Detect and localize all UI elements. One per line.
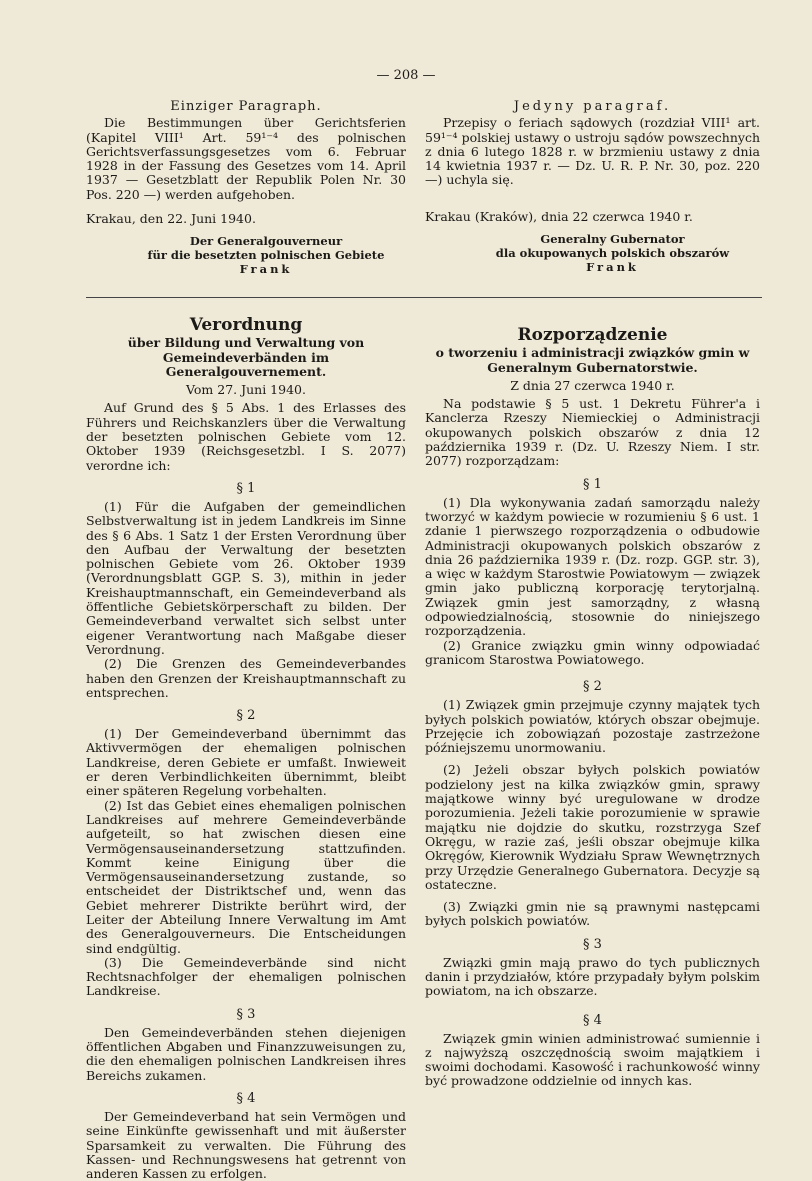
section-2-para-2-pl: (2) Jeżeli obszar byłych polskich powiatów podzielony jest na kilka związków gmin, sprawy majątkowe winny być uregulowane w drodze porozumienia. Jeżeli takie porozumienie w sprawie majątku nie dojdzie do skutku, rozstrzyga Szef Okręgu, w razie zaś, jeśli obszar obejmuje kilka Okręgów, Kierownik Wydziału Spraw Wewnętrznych przy Urzędzie Generalnego Gubernatora. Decyzje są ostateczne. (425, 762, 760, 892)
section-3-para-1-pl: Związki gmin mają prawo do tych publicznych danin i przydziałów, które przypadały byłym polskim powiatom, na ich obszarze. (425, 954, 760, 999)
page-number: — 208 — (376, 68, 436, 83)
ordinance-polish-column (425, 325, 760, 1089)
section-2-heading-pl: § 2 (583, 679, 602, 695)
signature-title-pl: Generalny Gubernator (540, 232, 685, 247)
section-2-para-1-pl: (1) Związek gmin przejmuje czynny majątek tych byłych polskich powiatów, których obszar obejmuje. Przejęcie ich zobowiązań pozostaje zastrzeżone późniejszemu unormowaniu. (425, 697, 760, 756)
top-polish-column (425, 100, 760, 274)
section-1-para-2-pl: (2) Granice związku gmin winny odpowiadać granicom Starostwa Powiatowego. (425, 637, 760, 667)
ordinance-subtitle-pl: o tworzeniu i administracji związków gmin w Generalnym Gubernatorstwie. (435, 345, 750, 375)
top-german-column (86, 100, 406, 276)
section-2-para-1-de: (1) Der Gemeindeverband übernimmt das Aktivvermögen der ehemaligen polnischen Landkreise, deren Gebiete er umfaßt. Inwieweit er deren Verbindlichkeiten übernimmt, bleibt einer späteren Regelung vorbehalten. (86, 726, 406, 799)
signature-title-de: Der Generalgouverneur (189, 234, 343, 249)
section-1-para-1-de: (1) Für die Aufgaben der gemeindlichen Selbstverwaltung ist in jedem Landkreis im Sinne des § 6 Abs. 1 Satz 1 der Ersten Verordnung über den Aufbau der Verwaltung der besetzten polnischen Gebiete vom 26. Oktober 1939 (Verordnungsblatt GGP. S. 3), mithin in jeder Kreishauptmannschaft, ein Gemeindeverband als öffentliche Gebietskörperschaft zu bilden. Der Gemeindeverband verwaltet sich selbst unter eigener Verantwortung nach Maßgabe dieser Verordnung. (86, 498, 406, 657)
paragraph-body-pl: Przepisy o feriach sądowych (rozdział VIII¹ art. 59¹⁻⁴ polskiej ustawy o ustroju sądów powszechnych z dnia 6 lutego 1828 r. w brzmieniu ustawy z dnia 14 kwietnia 1937 r. — Dz. U. R. P. Nr. 30, poz. 220 —) uchyla się. (425, 115, 760, 188)
section-3-heading-de: § 3 (236, 1006, 256, 1022)
section-3-heading-pl: § 3 (583, 936, 602, 952)
ordinance-german-column (86, 315, 406, 1181)
section-2-para-3-pl: (3) Związki gmin nie są prawnymi następcami byłych polskich powiatów. (425, 899, 760, 929)
section-1-para-1-pl: (1) Dla wykonywania zadań samorządu należy tworzyć w każdym powiecie w rozumieniu § 6 ust. 1 zdanie 1 pierwszego rozporządzenia o odbudowie Administracji okupowanych polskich obszarów z dnia 26 października 1939 r. (Dz. rozp. GGP. str. 3), a więc w każdym Starostwie Powiatowym — związek gmin jako publiczną korporację terytorjalną. Związek gmin jest samorządny, z własną odpowiedzialnością, stosownie do niniejszego rozporządzenia. (425, 494, 760, 639)
section-divider (86, 297, 762, 298)
section-4-para-1-de: Der Gemeindeverband hat sein Vermögen und seine Einkünfte gewissenhaft und mit äußerster Sparsamkeit zu verwalten. Die Führung des Kassen- und Rechnungswesens hat getrennt von anderen Kassen zu erfolgen. (86, 1108, 406, 1181)
ordinance-subtitle-de: über Bildung und Verwaltung von Gemeindeverbänden im Generalgouvernement. (127, 335, 365, 379)
section-1-para-2-de: (2) Die Grenzen des Gemeindeverbandes haben den Grenzen der Kreishauptmannschaft zu entsprechen. (86, 656, 406, 700)
section-4-para-1-pl: Związek gmin winien administrować sumiennie i z najwyższą oszczędnością swoim majątkiem i swoimi dochodami. Kasowość i rachunkowość winny być prowadzone oddzielnie od innych kas. (425, 1030, 760, 1089)
signature-subtitle-pl: dla okupowanych polskich obszarów (495, 246, 730, 261)
ordinance-date-pl: Z dnia 27 czerwca 1940 r. (510, 377, 675, 393)
section-1-heading-pl: § 1 (583, 476, 602, 492)
section-4-heading-de: § 4 (236, 1090, 256, 1106)
signature-subtitle-de: für die besetzten polnischen Gebiete (147, 248, 385, 263)
place-date-pl: Krakau (Kraków), dnia 22 czerwca 1940 r. (425, 208, 693, 224)
signature-name-pl: Frank (586, 260, 639, 275)
section-3-para-1-de: Den Gemeindeverbänden stehen diejenigen öffentlichen Abgaben und Finanzzuweisungen zu, die den ehemaligen polnischen Landkreisen ihres Bereichs zukamen. (86, 1024, 406, 1083)
signature-name-de: Frank (239, 262, 293, 277)
section-1-heading-de: § 1 (236, 480, 256, 496)
ordinance-title-de: Verordnung (189, 315, 303, 335)
paragraph-heading-pl: Jedyny paragraf. (513, 99, 672, 114)
paragraph-heading-de: Einziger Paragraph. (170, 99, 322, 114)
section-4-heading-pl: § 4 (583, 1012, 602, 1028)
section-2-heading-de: § 2 (236, 708, 256, 724)
preamble-de: Auf Grund des § 5 Abs. 1 des Erlasses des Führers und Reichskanzlers über die Verwaltung der besetzten polnischen Gebiete vom 12. Oktober 1939 (Reichsgesetzbl. I S. 2077) verordne ich: (86, 400, 406, 473)
section-2-para-2-de: (2) Ist das Gebiet eines ehemaligen polnischen Landkreises auf mehrere Gemeindeverbände aufgeteilt, so hat zwischen diesen eine Vermögensauseinandersetzung stattzufinden. Kommt keine Einigung über die Vermögensauseinandersetzung zustande, so entscheidet der Distriktschef und, wenn das Gebiet mehrerer Distrikte berührt wird, der Leiter der Abteilung Innere Verwaltung im Amt des Generalgouverneurs. Die Entscheidungen sind endgültig. (86, 797, 406, 956)
section-2-para-3-de: (3) Die Gemeindeverbände sind nicht Rechtsnachfolger der ehemaligen polnischen Landkreise. (86, 954, 406, 999)
paragraph-body-de: Die Bestimmungen über Gerichtsferien (Kapitel VIII¹ Art. 59¹⁻⁴ des polnischen Gerichtsverfassungsgesetzes vom 6. Februar 1928 in der Fassung des Gesetzes vom 14. April 1937 — Gesetzblatt der Republik Polen Nr. 30 Pos. 220 —) werden aufgehoben. (86, 115, 406, 202)
ordinance-date-de: Vom 27. Juni 1940. (186, 382, 306, 398)
place-date-de: Krakau, den 22. Juni 1940. (86, 211, 256, 227)
ordinance-title-pl: Rozporządzenie (517, 325, 668, 345)
preamble-pl: Na podstawie § 5 ust. 1 Dekretu Führer'a i Kanclerza Rzeszy Niemieckiej o Administracji okupowanych polskich obszarów z dnia 12 października 1939 r. (Dz. U. Rzeszy Niem. I str. 2077) rozporządzam: (425, 396, 760, 469)
